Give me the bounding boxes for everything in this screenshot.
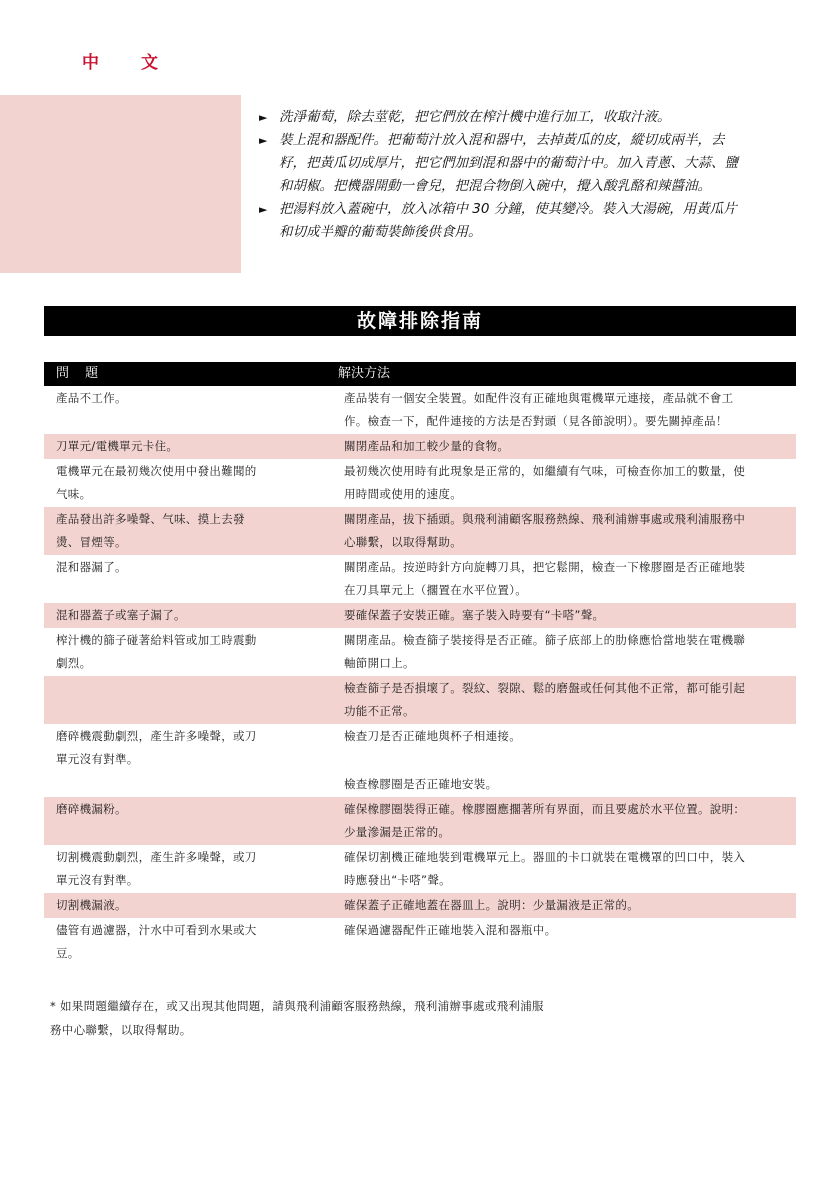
solution-cell: 關閉產品和加工較少量的食物。: [344, 439, 510, 453]
solution-cell: 關閉產品。按逆時針方向旋轉刀具，把它鬆開，檢查一下橡膠圈是否正確地裝在刀具單元上（擱置在水平位置）。: [344, 560, 746, 597]
step-item: [259, 198, 739, 244]
table-row: [44, 893, 796, 918]
decorative-pink-panel: [0, 95, 241, 273]
problem-cell: 磨碎機震動劇烈，產生許多噪聲，或刀單元沒有對準。: [56, 729, 257, 766]
solution-cell: 確保過濾器配件正確地裝入混和器瓶中。: [344, 923, 557, 937]
table-row: [44, 434, 796, 459]
solution-cell: 關閉產品，拔下插頭。與飛利浦顧客服務熱線、飛利浦辦事處或飛利浦服務中心聯繫，以取得幫助。: [344, 512, 746, 549]
problem-cell: 切割機震動劇烈，產生許多噪聲，或刀單元沒有對準。: [56, 850, 257, 887]
table-row: [44, 603, 796, 628]
problem-cell: 磨碎機漏粉。: [56, 802, 127, 816]
problem-cell: [44, 676, 318, 724]
table-row: [44, 507, 796, 555]
step-text: 把湯料放入蓋碗中，放入冰箱中 30 分鐘，使其變冷。裝入大湯碗，用黃瓜片和切成半瓣的葡萄裝飾後供食用。: [279, 201, 737, 240]
solution-cell: 檢查橡膠圈是否正確地安裝。: [344, 777, 498, 791]
problem-cell: 混和器漏了。: [56, 560, 127, 574]
table-row: [44, 628, 796, 676]
footnote: * 如果問題繼續存在，或又出現其他問題，請與飛利浦顧客服務熱線，飛利浦辦事處或飛利浦服務中心聯繫，以取得幫助。: [50, 999, 544, 1037]
table-row: [44, 724, 796, 772]
section-title: 故障排除指南: [44, 306, 796, 336]
table-row: [44, 459, 796, 507]
language-label: 中文: [82, 53, 200, 73]
solution-cell: 產品裝有一個安全裝置。如配件沒有正確地與電機單元連接，產品就不會工作。檢查一下，配件連接的方法是否對頭（見各節說明）。要先關掉產品！: [344, 391, 734, 428]
solution-cell: 最初幾次使用時有此現象是正常的，如繼續有气味，可檢查你加工的數量，使用時間或使用的速度。: [344, 464, 746, 501]
table-row: [44, 676, 796, 724]
table-row: [44, 797, 796, 845]
header-solution: 解決方法: [338, 366, 391, 381]
solution-cell: 檢查篩子是否損壞了。裂紋、裂隙、鬆的磨盤或任何其他不正常，都可能引起功能不正常。: [344, 681, 746, 718]
step-text: 洗淨葡萄，除去莖乾，把它們放在榨汁機中進行加工，收取汁液。: [279, 109, 671, 125]
problem-cell: [44, 772, 318, 797]
problem-cell: 產品不工作。: [56, 391, 127, 405]
header-problem: 問 題: [56, 366, 105, 381]
table-row: [44, 555, 796, 603]
step-item: [259, 106, 739, 129]
problem-cell: 產品發出許多噪聲、气味、摸上去發燙、冒煙等。: [56, 512, 245, 549]
table-row: [44, 772, 796, 797]
solution-cell: 檢查刀是否正確地與杯子相連接。: [344, 729, 521, 743]
solution-cell: 確保蓋子正確地蓋在器皿上。說明：少量漏液是正常的。: [344, 898, 639, 912]
troubleshooting-table: [44, 362, 796, 966]
problem-cell: 榨汁機的篩子碰著給料管或加工時震動劇烈。: [56, 633, 257, 670]
problem-cell: 混和器蓋子或塞子漏了。: [56, 608, 186, 622]
step-text: 裝上混和器配件。把葡萄汁放入混和器中，去掉黃瓜的皮，縱切成兩半，去籽，把黃瓜切成厚片，把它們加到混和器中的葡萄汁中。加入青蔥、大蒜、鹽和胡椒。把機器開動一會兒，把混合物倒入碗中，攪入酸乳酪和辣醬油。: [279, 132, 738, 194]
solution-cell: 確保切割機正確地裝到電機單元上。器皿的卡口就裝在電機罩的凹口中，裝入時應發出“卡嗒”聲。: [344, 850, 746, 887]
table-header: [44, 362, 796, 386]
recipe-steps: [259, 106, 739, 244]
triangle-right-icon: ►: [259, 111, 268, 124]
solution-cell: 要確保蓋子安裝正確。塞子裝入時要有“卡嗒”聲。: [344, 608, 605, 622]
solution-cell: 確保橡膠圈裝得正確。橡膠圈應擱著所有界面，而且要處於水平位置。說明：少量滲漏是正常的。: [344, 802, 746, 839]
step-item: [259, 129, 739, 198]
table-row: [44, 918, 796, 966]
table-row: [44, 845, 796, 893]
table-row: [44, 386, 796, 434]
triangle-right-icon: ►: [259, 203, 268, 216]
problem-cell: 刀單元/電機單元卡住。: [56, 439, 179, 453]
solution-cell: 關閉產品。檢查篩子裝接得是否正確。篩子底部上的肋條應恰當地裝在電機聯軸節開口上。: [344, 633, 746, 670]
problem-cell: 電機單元在最初幾次使用中發出難聞的气味。: [56, 464, 257, 501]
problem-cell: 儘管有過濾器，汁水中可看到水果或大豆。: [56, 923, 257, 960]
triangle-right-icon: ►: [259, 134, 268, 147]
problem-cell: 切割機漏液。: [56, 898, 127, 912]
